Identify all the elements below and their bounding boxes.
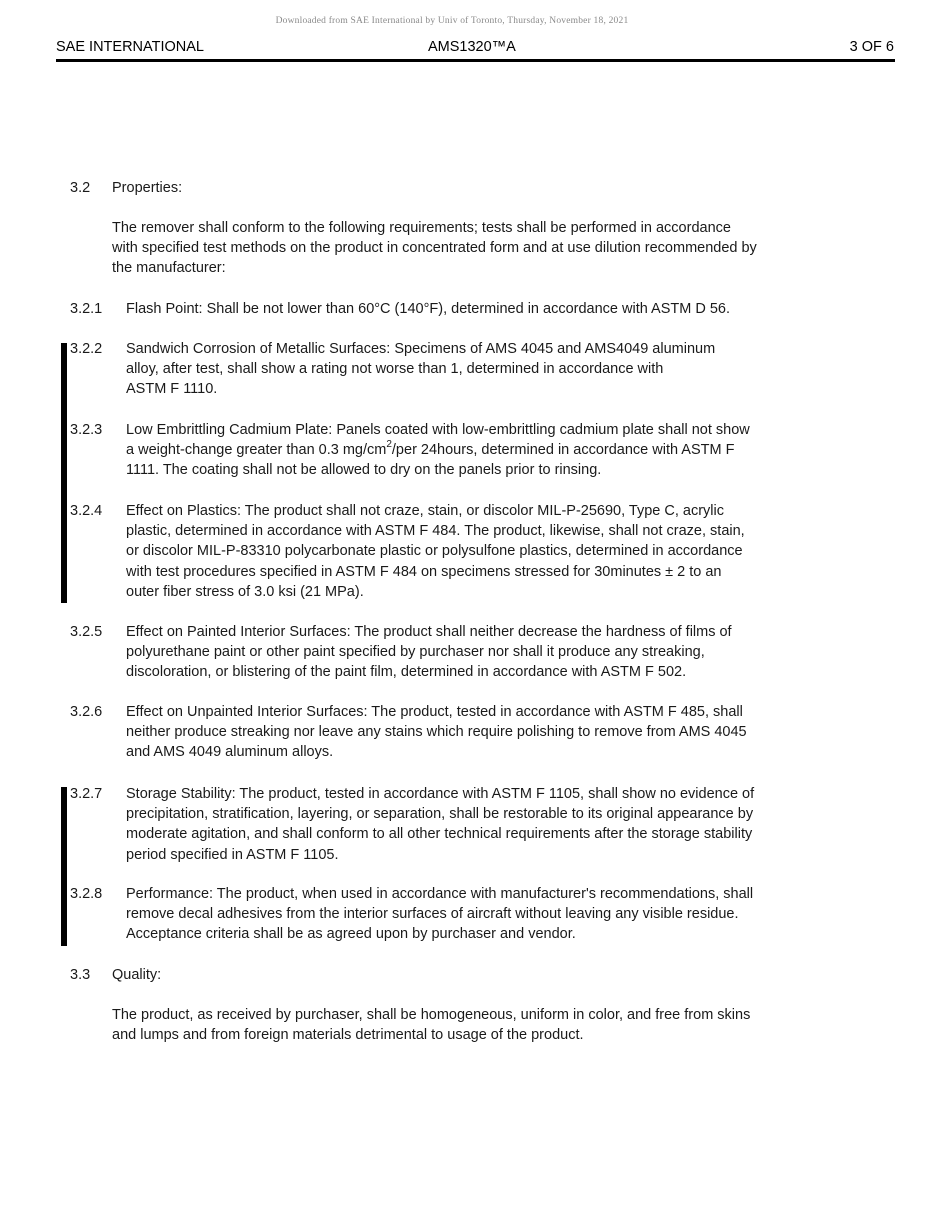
section-body (126, 420, 750, 481)
text-fragment: a weight-change greater than 0.3 mg/cm (126, 442, 387, 459)
section-title: Properties: (112, 180, 183, 196)
body-line: discoloration, or blistering of the paint film, determined in accordance with ASTM F 502. (126, 664, 687, 681)
header-document-id: AMS1320™A (428, 39, 516, 55)
header-organization: SAE INTERNATIONAL (56, 39, 204, 55)
header-page-number: 3 OF 6 (849, 39, 894, 55)
body-line: Acceptance criteria shall be as agreed upon by purchaser and vendor. (126, 926, 576, 943)
body-line: Low Embrittling Cadmium Plate: Panels coated with low-embrittling cadmium plate shall not show (126, 422, 750, 438)
body-line: or discolor MIL-P-83310 polycarbonate plastic or polysulfone plastics, determined in accordance (126, 543, 743, 560)
body-line: and AMS 4049 aluminum alloys. (126, 744, 334, 761)
body-line: neither produce streaking nor leave any stains which require polishing to remove from AMS 4045 (126, 724, 747, 741)
text-fragment: /per 24hours, determined in accordance with ASTM F (391, 442, 735, 459)
body-line: plastic, determined in accordance with ASTM F 484. The product, likewise, shall not craze, stain, (126, 523, 745, 540)
body-line: with test procedures specified in ASTM F 484 on specimens stressed for 30minutes ± 2 to an (126, 563, 722, 580)
header-rule (56, 59, 895, 62)
body-line: remove decal adhesives from the interior surfaces of aircraft without leaving any visible residue. (126, 906, 739, 923)
body-line: Sandwich Corrosion of Metallic Surfaces: Specimens of AMS 4045 and AMS4049 aluminum (126, 341, 716, 357)
section-body (126, 299, 730, 319)
section-body (126, 622, 732, 683)
body-line: Performance: The product, when used in accordance with manufacturer's recommendations, shall (126, 886, 754, 902)
body-line: The product, as received by purchaser, shall be homogeneous, uniform in color, and free from skins (112, 1007, 751, 1023)
section-body (126, 702, 747, 763)
section-number: 3.2.7 (70, 786, 103, 802)
section-number: 3.3 (70, 967, 91, 983)
body-line (126, 440, 750, 460)
body-line: with specified test methods on the product in concentrated form and at use dilution recommended by (112, 240, 757, 257)
body-line: the manufacturer: (112, 260, 226, 277)
section-title: Quality: (112, 967, 162, 983)
section-number: 3.2.6 (70, 704, 103, 720)
section-number: 3.2.8 (70, 886, 103, 902)
body-line: period specified in ASTM F 1105. (126, 846, 339, 863)
section-number: 3.2.1 (70, 301, 103, 317)
section-body (112, 218, 757, 279)
section-number: 3.2.5 (70, 624, 103, 640)
section-number: 3.2.2 (70, 341, 103, 357)
body-line: Effect on Plastics: The product shall not craze, stain, or discolor MIL-P-25690, Type C, acrylic (126, 503, 724, 519)
body-line: alloy, after test, shall show a rating not worse than 1, determined in accordance with (126, 361, 664, 378)
revision-change-bar (61, 787, 67, 946)
section-body (112, 1005, 750, 1045)
superscript: 2 (386, 439, 392, 451)
section-number: 3.2 (70, 180, 91, 196)
section-body (126, 784, 754, 865)
body-line: outer fiber stress of 3.0 ksi (21 MPa). (126, 583, 364, 600)
body-line: 1111. The coating shall not be allowed to dry on the panels prior to rinsing. (126, 462, 602, 479)
body-line: polyurethane paint or other paint specified by purchaser nor shall it produce any streaking, (126, 644, 705, 661)
revision-change-bar (61, 343, 67, 603)
body-line: and lumps and from foreign materials detrimental to usage of the product. (112, 1027, 584, 1044)
section-number: 3.2.4 (70, 503, 103, 519)
body-line: Effect on Painted Interior Surfaces: The product shall neither decrease the hardness of films of (126, 624, 732, 640)
section-body (126, 884, 753, 945)
body-line: Effect on Unpainted Interior Surfaces: The product, tested in accordance with ASTM F 485, shall (126, 704, 743, 720)
body-line: precipitation, stratification, layering, or separation, shall be restorable to its original appearance by (126, 806, 754, 823)
body-line: Flash Point: Shall be not lower than 60°C (140°F), determined in accordance with ASTM D 56. (126, 301, 730, 317)
section-body (126, 501, 745, 602)
body-line: Storage Stability: The product, tested in accordance with ASTM F 1105, shall show no evidence of (126, 786, 755, 802)
page-header (56, 39, 894, 59)
body-line: moderate agitation, and shall conform to all other technical requirements after the storage stability (126, 826, 753, 843)
section-number: 3.2.3 (70, 422, 103, 438)
download-watermark: Downloaded from SAE International by Univ of Toronto, Thursday, November 18, 2021 (275, 16, 629, 26)
body-line: The remover shall conform to the following requirements; tests shall be performed in accordance (112, 220, 731, 236)
body-line: ASTM F 1110. (126, 381, 218, 398)
section-body (126, 339, 715, 400)
